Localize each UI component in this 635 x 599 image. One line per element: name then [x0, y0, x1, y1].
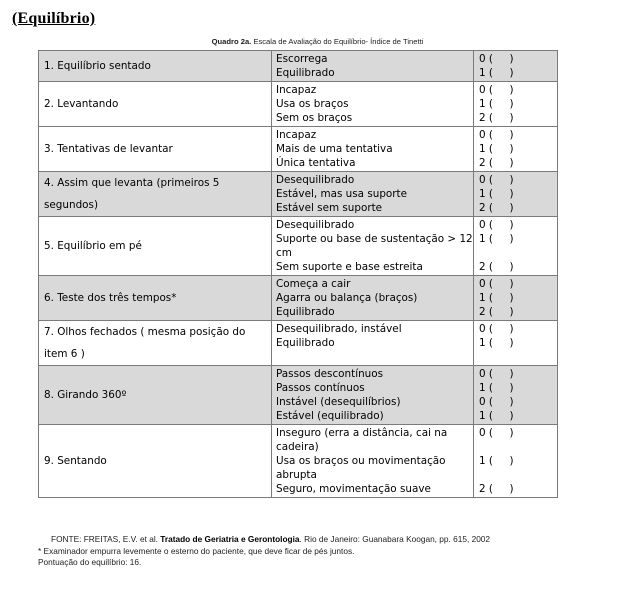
- item-label-cell: [39, 321, 272, 366]
- score-entry: 0 ( ): [479, 84, 514, 96]
- score-line: Pontuação do equilíbrio: 16.: [38, 557, 142, 567]
- option-text: Passos contínuos: [276, 382, 365, 394]
- option-text: Sem os braços: [276, 112, 353, 124]
- item-scores-cell: [474, 172, 558, 217]
- score-spacer: [479, 440, 557, 454]
- option-text: Equilibrado: [276, 337, 335, 349]
- option-text: Mais de uma tentativa: [276, 143, 393, 155]
- table-row: [39, 51, 558, 82]
- source-prefix: FONTE: FREITAS, E.V. et al.: [51, 534, 161, 544]
- item-scores-cell: [474, 425, 558, 498]
- score-entry: 2 ( ): [479, 261, 514, 273]
- item-label-cell: [39, 51, 272, 82]
- score-entry: 0 ( ): [479, 368, 514, 380]
- score-entry: 0 ( ): [479, 278, 514, 290]
- source-citation: [38, 534, 598, 546]
- score-entry: 2 ( ): [479, 483, 514, 495]
- item-scores-cell: [474, 366, 558, 425]
- score-entry: 0 ( ): [479, 129, 514, 141]
- item-label: 4. Assim que levanta (primeiros 5 segundos): [44, 177, 220, 211]
- item-options-cell: [272, 127, 474, 172]
- item-label: 9. Sentando: [44, 455, 107, 467]
- tinetti-balance-table: [38, 50, 558, 498]
- score-entry: 0 ( ): [479, 219, 514, 231]
- score-entry: 1 ( ): [479, 67, 514, 79]
- table-caption: [0, 37, 635, 46]
- score-entry: 0 ( ): [479, 396, 514, 408]
- score-entry: 2 ( ): [479, 157, 514, 169]
- item-label-cell: [39, 366, 272, 425]
- footnote: * Examinador empurra levemente o esterno do paciente, que deve ficar de pés juntos.: [38, 545, 355, 556]
- score-entry: 2 ( ): [479, 306, 514, 318]
- item-options-cell: [272, 82, 474, 127]
- item-scores-cell: [474, 127, 558, 172]
- score-entry: 1 ( ): [479, 188, 514, 200]
- option-text: Desequilibrado: [276, 174, 355, 186]
- table-row: [39, 321, 558, 366]
- item-label: 8. Girando 360º: [44, 389, 127, 401]
- option-text: Incapaz: [276, 129, 317, 141]
- item-scores-cell: [474, 276, 558, 321]
- option-text: Incapaz: [276, 84, 317, 96]
- score-entry: 1 ( ): [479, 382, 514, 394]
- item-label: 7. Olhos fechados ( mesma posição do item 6 ): [44, 326, 246, 360]
- option-text: Instável (desequilíbrios): [276, 396, 401, 408]
- source-title: Tratado de Geriatria e Gerontologia: [160, 534, 300, 544]
- option-text: Escorrega: [276, 53, 328, 65]
- score-entry: 1 ( ): [479, 292, 514, 304]
- score-entry: 2 ( ): [479, 112, 514, 124]
- option-text: Estável (equilibrado): [276, 410, 384, 422]
- item-label: 1. Equilíbrio sentado: [44, 60, 151, 72]
- score-entry: 0 ( ): [479, 53, 514, 65]
- option-text: Seguro, movimentação suave: [276, 483, 431, 495]
- option-text: Inseguro (erra a distância, cai na cadeira): [276, 427, 448, 453]
- item-scores-cell: [474, 51, 558, 82]
- table-row: [39, 127, 558, 172]
- table-row: [39, 425, 558, 498]
- score-spacer: [479, 246, 557, 260]
- option-text: Equilibrado: [276, 67, 335, 79]
- table-row: [39, 82, 558, 127]
- option-text: Equilibrado: [276, 306, 335, 318]
- option-text: Passos descontínuos: [276, 368, 384, 380]
- table-row: [39, 276, 558, 321]
- item-options-cell: [272, 425, 474, 498]
- score-entry: 2 ( ): [479, 202, 514, 214]
- score-entry: 1 ( ): [479, 455, 514, 467]
- score-spacer: [479, 468, 557, 482]
- item-options-cell: [272, 321, 474, 366]
- score-entry: 1 ( ): [479, 337, 514, 349]
- item-label: 5. Equilíbrio em pé: [44, 240, 142, 252]
- table-row: [39, 366, 558, 425]
- score-entry: 0 ( ): [479, 174, 514, 186]
- item-label: 2. Levantando: [44, 98, 119, 110]
- item-scores-cell: [474, 82, 558, 127]
- item-options-cell: [272, 366, 474, 425]
- option-text: Estável sem suporte: [276, 202, 383, 214]
- item-options-cell: [272, 172, 474, 217]
- item-options-cell: [272, 217, 474, 276]
- option-text: Começa a cair: [276, 278, 351, 290]
- option-text: Usa os braços: [276, 98, 349, 110]
- caption-label: Quadro 2a.: [211, 37, 252, 46]
- item-scores-cell: [474, 321, 558, 366]
- source-suffix: . Rio de Janeiro: Guanabara Koogan, pp. 615, 2002: [299, 534, 491, 544]
- item-label-cell: [39, 217, 272, 276]
- page-heading: (Equilíbrio): [12, 10, 96, 27]
- item-label-cell: [39, 172, 272, 217]
- option-text: Sem suporte e base estreita: [276, 261, 423, 273]
- item-label: 3. Tentativas de levantar: [44, 143, 173, 155]
- option-text: Estável, mas usa suporte: [276, 188, 408, 200]
- table-row: [39, 172, 558, 217]
- table-row: [39, 217, 558, 276]
- score-entry: 1 ( ): [479, 98, 514, 110]
- score-entry: 1 ( ): [479, 143, 514, 155]
- item-options-cell: [272, 276, 474, 321]
- item-label-cell: [39, 276, 272, 321]
- score-entry: 1 ( ): [479, 410, 514, 422]
- item-label-cell: [39, 127, 272, 172]
- item-label: 6. Teste dos três tempos*: [44, 292, 177, 304]
- option-text: Desequilibrado, instável: [276, 323, 402, 335]
- item-label-cell: [39, 82, 272, 127]
- option-text: Desequilibrado: [276, 219, 355, 231]
- table-notes: [38, 534, 598, 569]
- option-text: Única tentativa: [276, 157, 356, 169]
- option-text: Agarra ou balança (braços): [276, 292, 418, 304]
- score-entry: 1 ( ): [479, 233, 514, 245]
- item-scores-cell: [474, 217, 558, 276]
- option-text: Suporte ou base de sustentação > 12 cm: [276, 233, 473, 259]
- score-entry: 0 ( ): [479, 323, 514, 335]
- item-label-cell: [39, 425, 272, 498]
- score-entry: 0 ( ): [479, 427, 514, 439]
- caption-text: Escala de Avaliação do Equilíbrio- Índice de Tinetti: [251, 37, 424, 46]
- option-text: Usa os braços ou movimentação abrupta: [276, 455, 446, 481]
- item-options-cell: [272, 51, 474, 82]
